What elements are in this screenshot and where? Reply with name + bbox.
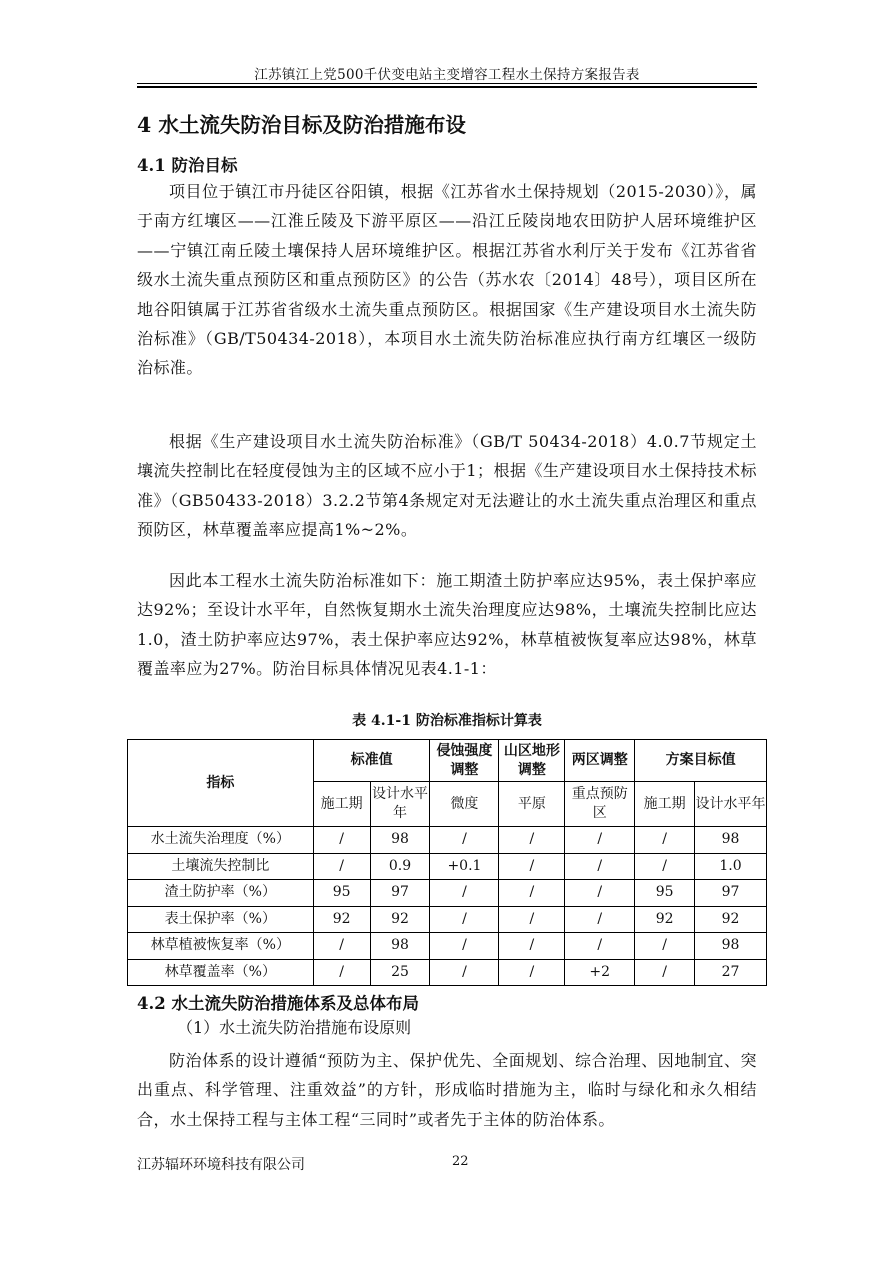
cell: / (499, 880, 565, 907)
paragraph-4-2-1: 防治体系的设计遵循“预防为主、保护优先、全面规划、综合治理、因地制宜、突出重点、科学管理、注重效益”的方针，形成临时措施为主，临时与绿化和永久相结合，水土保持工程与主体工程“三同时”或者先于主体的防治体系。 (137, 1051, 757, 1129)
cell: 98 (370, 933, 430, 960)
cell: 97 (370, 880, 430, 907)
th-zone-sub: 重点预防区 (565, 782, 635, 827)
cell: / (499, 853, 565, 880)
th-zone: 两区调整 (565, 740, 635, 782)
paragraph-4-1-1: 项目位于镇江市丹徒区谷阳镇，根据《江苏省水土保持规划（2015-2030）》，属于南方红壤区——江淮丘陵及下游平原区——沿江丘陵岗地农田防护人居环境维护区——宁镇江南丘陵土壤保持人居环境维护区。根据江苏省水利厅关于发布《江苏省省级水土流失重点预防区和重点预防区》的公告（苏水农〔2014〕48号），项目区所在地谷阳镇属于江苏省省级水土流失重点预防区。根据国家《生产建设项目水土流失防治标准》（GB/T50434-2018），本项目水土流失防治标准应执行南方红壤区一级防治标准。 (137, 182, 757, 378)
table-row (128, 906, 767, 933)
table-row (128, 880, 767, 907)
section-4-title: 4 水土流失防治目标及防治措施布设 (137, 113, 466, 137)
th-tgt-design: 设计水平年 (695, 782, 767, 827)
cell: / (430, 959, 499, 986)
row-name: 土壤流失控制比 (128, 853, 314, 880)
cell: 92 (695, 906, 767, 933)
cell: 1.0 (695, 853, 767, 880)
cell: 0.9 (370, 853, 430, 880)
paragraph-4-1-2: 根据《生产建设项目水土流失防治标准》（GB/T 50434-2018）4.0.7节规定土壤流失控制比在轻度侵蚀为主的区域不应小于1；根据《生产建设项目水土保持技术标准》（GB50433-2018）3.2.2节第4条规定对无法避让的水土流失重点治理区和重点预防区，林草覆盖率应提高1%~2%。 (137, 432, 757, 540)
cell: / (430, 906, 499, 933)
cell: 98 (695, 933, 767, 960)
cell: / (313, 933, 370, 960)
th-standard: 标准值 (313, 740, 430, 782)
cell: 97 (695, 880, 767, 907)
cell: / (313, 959, 370, 986)
page-header: 江苏镇江上党500千伏变电站主变增容工程水土保持方案报告表 (254, 67, 640, 83)
cell: / (565, 880, 635, 907)
cell: / (635, 827, 695, 854)
header-rule (137, 83, 757, 88)
cell: / (565, 906, 635, 933)
th-erosion-sub: 微度 (430, 782, 499, 827)
page-number: 22 (452, 1154, 469, 1169)
footer-company: 江苏辐环环境科技有限公司 (137, 1157, 305, 1173)
cell: / (313, 827, 370, 854)
table-row (128, 959, 767, 986)
cell: / (635, 853, 695, 880)
cell: 98 (370, 827, 430, 854)
th-std-construction: 施工期 (313, 782, 370, 827)
th-terrain: 山区地形调整 (499, 740, 565, 782)
cell: / (499, 827, 565, 854)
th-target: 方案目标值 (635, 740, 767, 782)
indicator-table (127, 739, 767, 986)
subsection-heading: （1）水土流失防治措施布设原则 (177, 1018, 412, 1037)
cell: 98 (695, 827, 767, 854)
row-name: 林草植被恢复率（%） (128, 933, 314, 960)
cell: 95 (635, 880, 695, 907)
th-erosion: 侵蚀强度调整 (430, 740, 499, 782)
cell: / (565, 933, 635, 960)
cell: / (430, 880, 499, 907)
row-name: 表土保护率（%） (128, 906, 314, 933)
th-terrain-sub: 平原 (499, 782, 565, 827)
cell: 27 (695, 959, 767, 986)
cell: 92 (370, 906, 430, 933)
table-caption: 表 4.1-1 防治标准指标计算表 (352, 713, 542, 729)
cell: / (565, 827, 635, 854)
cell: / (565, 853, 635, 880)
cell: 92 (313, 906, 370, 933)
row-name: 林草覆盖率（%） (128, 959, 314, 986)
th-indicator: 指标 (128, 740, 314, 827)
cell: / (313, 853, 370, 880)
cell: 95 (313, 880, 370, 907)
th-tgt-construction: 施工期 (635, 782, 695, 827)
cell: / (499, 906, 565, 933)
table-row (128, 827, 767, 854)
cell: +0.1 (430, 853, 499, 880)
table-row (128, 853, 767, 880)
section-4-1-title: 4.1 防治目标 (137, 156, 238, 175)
cell: 25 (370, 959, 430, 986)
cell: +2 (565, 959, 635, 986)
th-std-design: 设计水平年 (370, 782, 430, 827)
cell: / (430, 827, 499, 854)
cell: / (635, 959, 695, 986)
table-row (128, 933, 767, 960)
cell: / (430, 933, 499, 960)
cell: / (499, 933, 565, 960)
cell: 92 (635, 906, 695, 933)
row-name: 水土流失治理度（%） (128, 827, 314, 854)
cell: / (635, 933, 695, 960)
row-name: 渣土防护率（%） (128, 880, 314, 907)
section-4-2-title: 4.2 水土流失防治措施体系及总体布局 (137, 994, 419, 1013)
paragraph-4-1-3: 因此本工程水土流失防治标准如下：施工期渣土防护率应达95%，表土保护率应达92%；至设计水平年，自然恢复期水土流失治理度应达98%，土壤流失控制比应达1.0，渣土防护率应达97%，表土保护率应达92%，林草植被恢复率应达98%，林草覆盖率应为27%。防治目标具体情况见表4.1-1： (137, 571, 757, 679)
cell: / (499, 959, 565, 986)
